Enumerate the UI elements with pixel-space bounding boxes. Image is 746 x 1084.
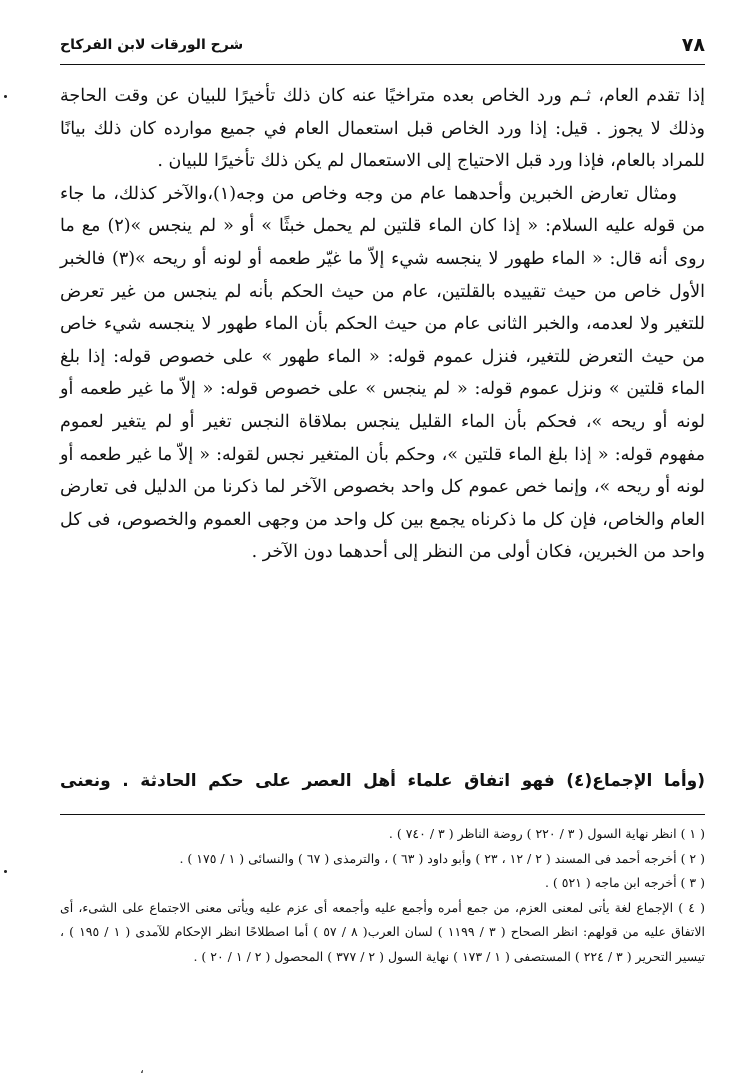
header-rule — [60, 64, 705, 65]
bottom-mark: ، — [140, 1062, 144, 1076]
footnote-1: ( ١ ) انظر نهاية السول ( ٣ / ٢٢٠ ) روضة الناظر ( ٣ / ٧٤٠ ) . — [388, 826, 705, 841]
footnote-rule — [60, 814, 705, 815]
ijma-heading-line: (وأما الإجماع(٤) فهو اتفاق علماء أهل العصر على حكم الحادثة . ونعنى — [60, 771, 705, 791]
footnote-4: ( ٤ ) الإجماع لغة يأتى لمعنى العزم، من جمع أمره وأجمع عليه وأجمعه أى عزم عليه ويأتى معنى الاجتماع على الشىء، أى الاتفاق عليه من قولهم: انظر الصحاح ( ٣ / ١١٩٩ ) لسان العرب( ٨ / ٥٧ ) أما اصطلاحًا انظر الإحكام للآمدى ( ١ / ١٩٥ ) ، تيسير التحرير ( ٣ / ٢٢٤ ) المستصفى ( ١ / ١٧٣ ) نهاية السول ( ٢ / ٣٧٧ ) المحصول ( ٢ / ١ / ٢٠ ) . — [60, 899, 706, 964]
paragraph-2: ومثال تعارض الخبرين وأحدهما عام من وجه وخاص من وجه(١)،والآخر كذلك، ما جاء من قوله عليه السلام: « إذا كان الماء قلتين لم يحمل خبثًا » أو « لم ينجس »(٢) مع ما روى أنه قال: « الماء طهور لا ينجسه شيء إلاّ ما غيّر طعمه أو لونه أو ريحه »(٣) فالخبر الأول خاص من حيث تقييده بالقلتين، عام من حيث الحكم بأنه لم ينجس من غير تعرض للتغير ولا لعدمه، والخبر الثانى عام من حيث الحكم بأن الماء طهور لا ينجسه شيء خاص من حيث التعرض للتغير، فنزل عموم قوله: « الماء طهور » على خصوص قوله: إذا بلغ الماء قلتين » ونزل عموم قوله: « لم ينجس » على خصوص قوله: « إلاّ ما غير طعمه أو لونه أو ريحه »، فحكم بأن الماء القليل ينجس بملاقاة النجس تغير أو لم يتغير لعموم مفهوم قوله: « إذا بلغ الماء قلتين »، وحكم بأن المتغير نجس لقوله: « إلاّ ما غير طعمه أو لونه أو ريحه »، وإنما خص عموم كل واحد بخصوص الآخر لما ذكرنا من الدليل فى تعارض العام والخاص، فإن كل ما ذكرناه يجمع بين كل واحد من وجهى العموم والخصوص، فى كل واحد من الخبرين، فكان أولى من النظر إلى أحدهما دون الآخر . — [60, 183, 705, 563]
running-title: شرح الورقات لابن الفركاح — [60, 37, 244, 53]
footnote-2: ( ٢ ) أخرجه أحمد فى المسند ( ٢ / ١٢ ، ٢٣ ) وأبو داود ( ٦٣ ) ، والترمذى ( ٦٧ ) والنسائى ( ١ / ١٧٥ ) . — [179, 850, 705, 866]
footnote-3: ( ٣ ) أخرجه ابن ماجه ( ٥٢١ ) . — [544, 875, 705, 890]
page-number: ٧٨ — [681, 34, 705, 56]
margin-mark-top — [4, 95, 7, 98]
footnotes — [60, 822, 705, 969]
main-text — [60, 80, 705, 569]
margin-mark-bottom — [4, 870, 7, 873]
paragraph-1: إذا تقدم العام، ثـم ورد الخاص بعده متراخيًا عنه كان ذلك تأخيرًا للبيان عن وقت الحاجة وذلك لا يجوز . قيل: إذا ورد الخاص قبل استعمال العام في جميع موارده كان ذلك بيانًا للمراد بالعام، فإذا ورد قبل الاحتياج إلى الاستعمال لم يكن ذلك تأخيرًا للبيان . — [60, 86, 705, 172]
page-header — [60, 30, 705, 62]
